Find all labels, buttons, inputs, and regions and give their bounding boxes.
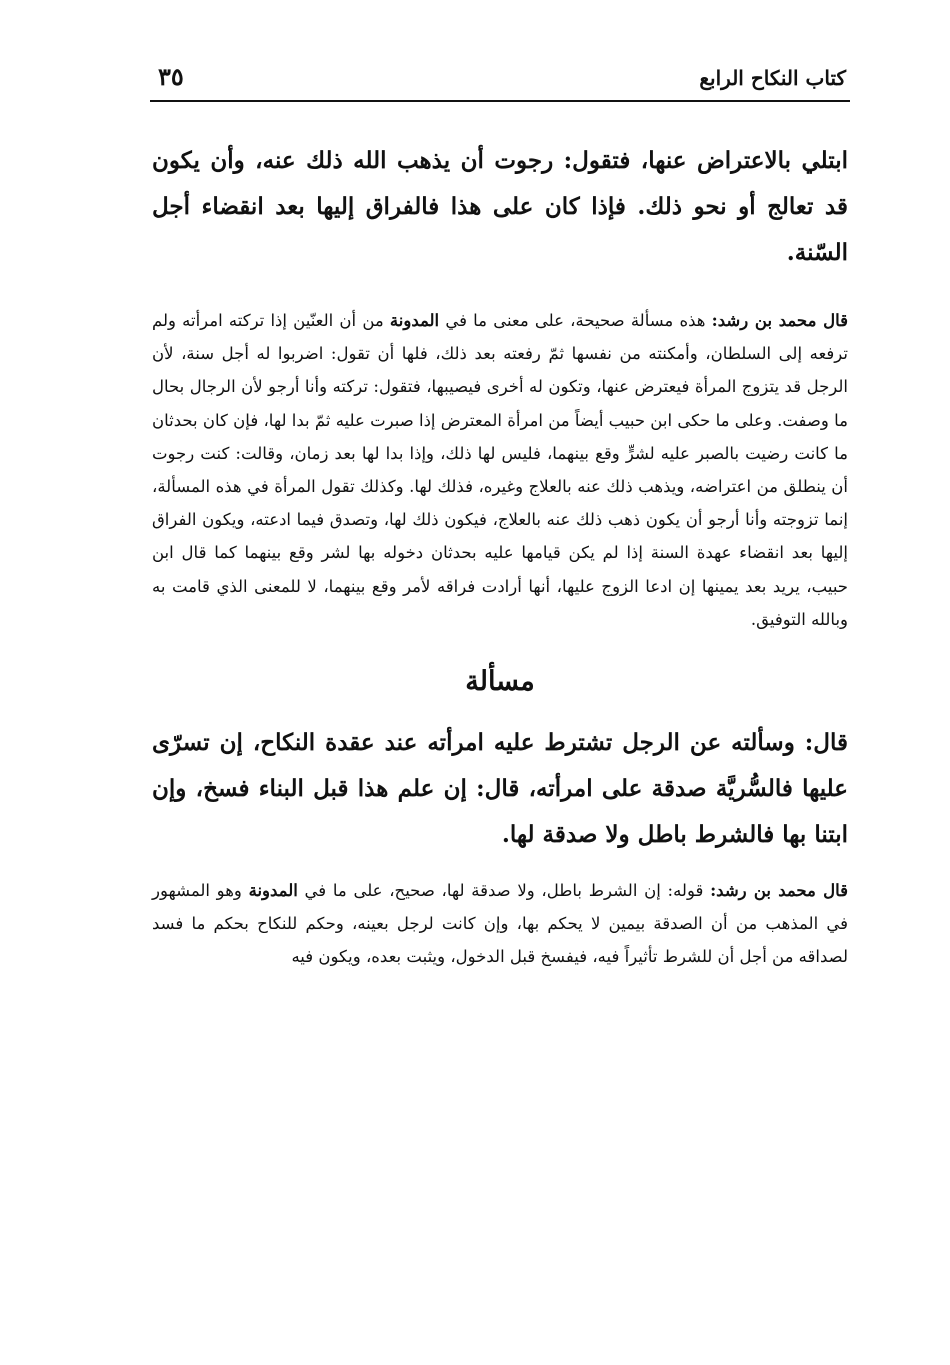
speaker-label: قال محمد بن رشد: (710, 881, 849, 901)
page-body (152, 138, 848, 974)
paragraph-4 (152, 874, 848, 974)
paragraph-2-text-b: من أن العنّين إذا تركته امرأته ولم ترفعه إلى السلطان، وأمكنته من نفسها ثمّ رفعته بعد ذلك، فلها أن تقول: اضربوا له أجل سنة، لأن الرجل قد يتزوج المرأة فيعترض عنها، وتكون له أخرى فيصيبها، فتقول: تركته وأنا أرجو لأن الرجال بحال ما وصفت. وعلى ما حكى ابن حبيب أيضاً من امرأة المعترض إذا صبرت عليه ثمّ بدا لها، فإن كان بحدثان ما كانت رضيت بالصبر عليه لشرٍّ وقع بينهما، فليس لها ذلك، وإذا بدا لها بعد زمان، وقالت: كنت رجوت أن ينطلق من اعتراضه، ويذهب ذلك عنه بالعلاج وغيره، فذلك لها. وكذلك تقول المرأة في هذه المسألة، إنما تزوجته وأنا أرجو أن يكون ذهب ذلك عنه بالعلاج، فيكون ذلك لها، وتصدق فيما ادعته، ويكون الفراق إليها بعد انقضاء عهدة السنة إذا لم يكن قيامها عليه بحدثان دخوله بها لشر وقع بينهما كما قال ابن حبيب، يريد بعد يمينها إن ادعا الزوج عليها، أنها أرادت فراقه لأمر وقع بينهما، لا للمعنى الذي قامت به وبالله التوفيق. (152, 311, 848, 629)
reference-book: المدونة (389, 311, 440, 330)
running-title: كتاب النكاح الرابع (699, 66, 846, 90)
speaker-label: قال محمد بن رشد: (711, 311, 849, 330)
paragraph-4-text-a: قوله: إن الشرط باطل، ولا صدقة لها، صحيح، على ما في (297, 881, 711, 901)
section-heading: مسألة (465, 666, 535, 698)
paragraph-2-text-a: هذه مسألة صحيحة، على معنى ما في (439, 311, 712, 330)
paragraph-4-text-b: وهو المشهور في المذهب من أن الصدقة بيمين لا يحكم بها، وإن كانت لرجل بعينه، وحكم للنكاح بحكم ما فسد لصداقه من أجل أن للشرط تأثيراً فيه، فيفسخ قبل الدخول، ويثبت بعده، ويكون فيه (152, 881, 848, 967)
paragraph-3: قال: وسألته عن الرجل تشترط عليه امرأته عند عقدة النكاح، إن تسرّى عليها فالسُّريَّة صدقة على امرأته، قال: إن علم هذا قبل البناء فسخ، وإن ابتنا بها فالشرط باطل ولا صدقة لها. (152, 729, 848, 849)
page-number: ٣٥ (158, 62, 184, 91)
reference-book: المدونة (248, 881, 298, 901)
paragraph-2 (152, 304, 848, 636)
page-header (150, 62, 850, 102)
paragraph-1: ابتلي بالاعتراض عنها، فتقول: رجوت أن يذهب الله ذلك عنه، وأن يكون قد تعالج أو نحو ذلك. فإذا كان على هذا فالفراق إليها بعد انقضاء أجل السّنة. (152, 147, 848, 266)
